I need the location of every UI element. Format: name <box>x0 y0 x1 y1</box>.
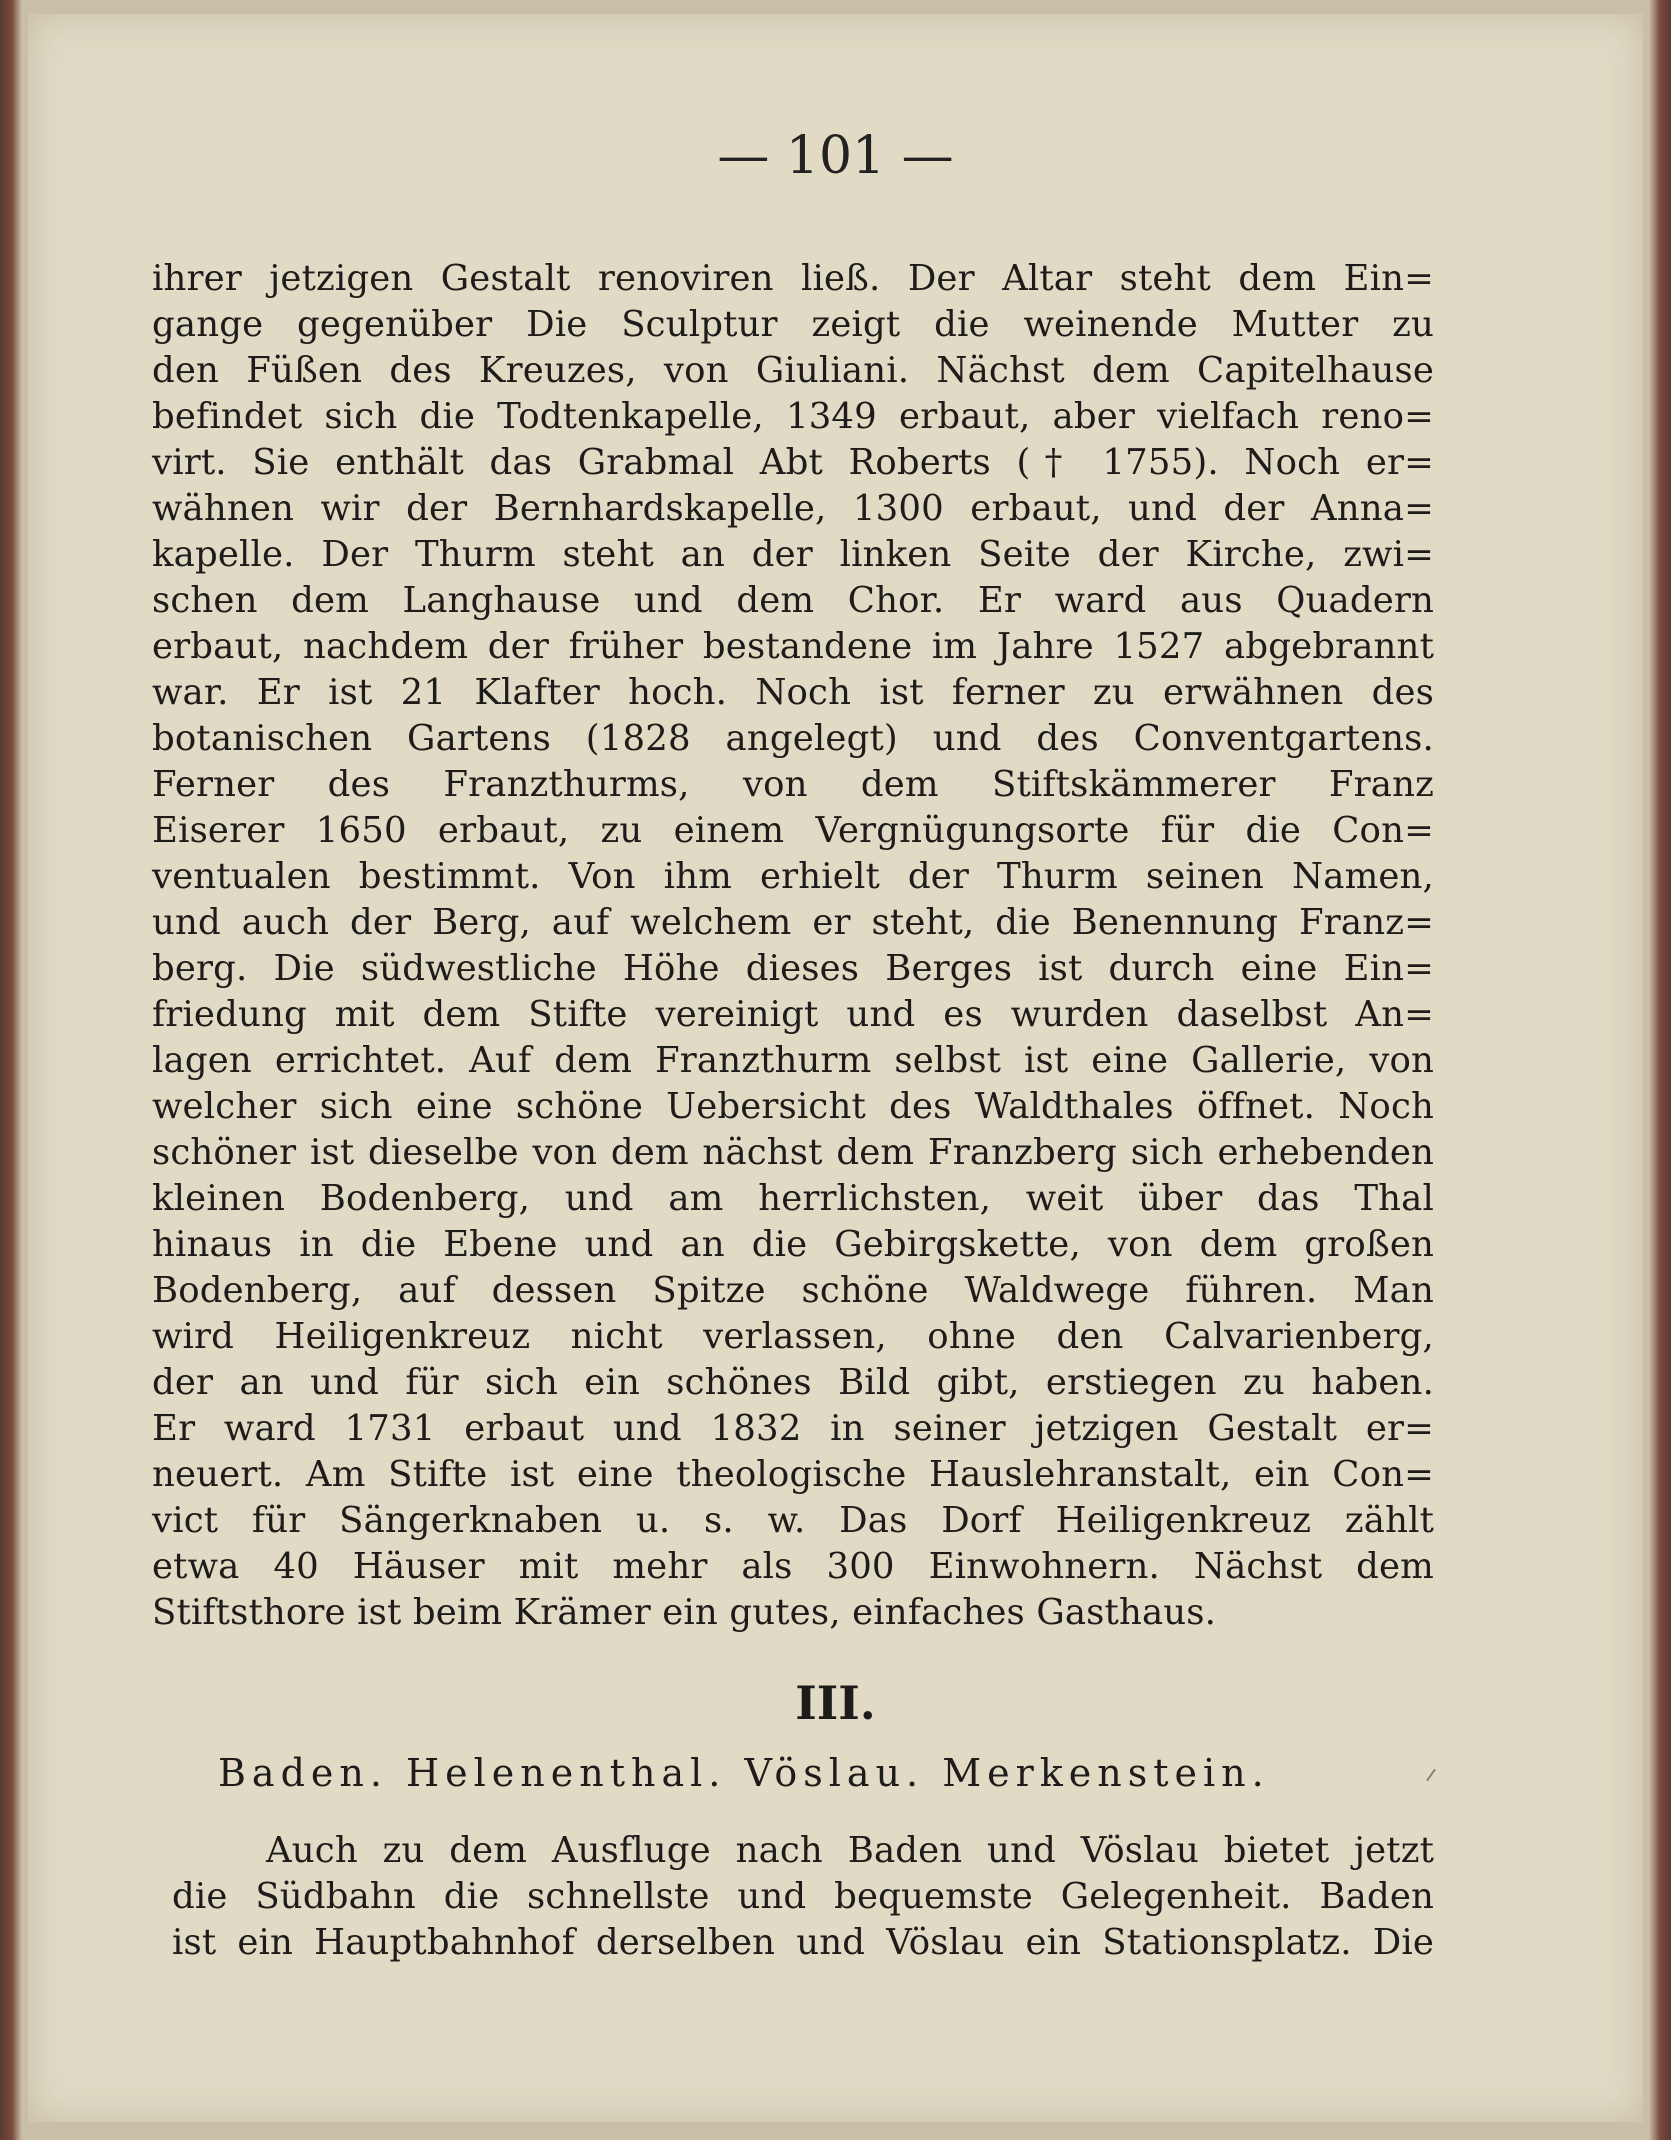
text-line: welcher sich eine schöne Uebersicht des Waldthales öffnet. Noch <box>152 1086 1434 1127</box>
text-line: etwa 40 Häuser mit mehr als 300 Einwohnern. Nächst dem <box>152 1546 1434 1587</box>
text-line: schöner ist dieselbe von dem nächst dem Franzberg sich erhebenden <box>152 1132 1434 1173</box>
page <box>28 14 1643 2122</box>
section-title: Baden. Helenenthal. Vöslau. Merkenstein. <box>218 1751 1270 1795</box>
text-line: schen dem Langhause und dem Chor. Er ward aus Quadern <box>152 580 1434 621</box>
text-line: und auch der Berg, auf welchem er steht, die Benennung Franz= <box>152 902 1434 943</box>
body-text <box>152 256 1434 1636</box>
text-line: wähnen wir der Bernhardskapelle, 1300 erbaut, und der Anna= <box>152 488 1434 529</box>
text-line: ist ein Hauptbahnhof derselben und Vöslau ein Stationsplatz. Die <box>172 1922 1434 1963</box>
text-line: ihrer jetzigen Gestalt renoviren ließ. Der Altar steht dem Ein= <box>152 258 1434 299</box>
text-line: kapelle. Der Thurm steht an der linken Seite der Kirche, zwi= <box>152 534 1434 575</box>
text-line: hinaus in die Ebene und an die Gebirgskette, von dem großen <box>152 1224 1434 1265</box>
text-line: Bodenberg, auf dessen Spitze schöne Waldwege führen. Man <box>152 1270 1434 1311</box>
text-line: den Füßen des Kreuzes, von Giuliani. Nächst dem Capitelhause <box>152 350 1434 391</box>
text-line: die Südbahn die schnellste und bequemste Gelegenheit. Baden <box>172 1876 1434 1917</box>
text-line: ventualen bestimmt. Von ihm erhielt der Thurm seinen Namen, <box>152 856 1434 897</box>
text-line: befindet sich die Todtenkapelle, 1349 erbaut, aber vielfach reno= <box>152 396 1434 437</box>
text-line: erbaut, nachdem der früher bestandene im Jahre 1527 abgebrannt <box>152 626 1434 667</box>
text-line: kleinen Bodenberg, und am herrlichsten, weit über das Thal <box>152 1178 1434 1219</box>
text-line: wird Heiligenkreuz nicht verlassen, ohne den Calvarienberg, <box>152 1316 1434 1357</box>
text-line: Stiftsthore ist beim Krämer ein gutes, einfaches Gasthaus. <box>152 1592 1217 1633</box>
text-line: vict für Sängerknaben u. s. w. Das Dorf Heiligenkreuz zählt <box>152 1500 1434 1541</box>
text-line: berg. Die südwestliche Höhe dieses Berges ist durch eine Ein= <box>152 948 1434 989</box>
text-line: war. Er ist 21 Klafter hoch. Noch ist ferner zu erwähnen des <box>152 672 1434 713</box>
text-line: Ferner des Franzthurms, von dem Stiftskämmerer Franz <box>152 764 1434 805</box>
page-number: — 101 — <box>717 126 954 186</box>
text-line: neuert. Am Stifte ist eine theologische Hauslehranstalt, ein Con= <box>152 1454 1434 1495</box>
text-line: lagen errichtet. Auf dem Franzthurm selbst ist eine Gallerie, von <box>152 1040 1434 1081</box>
text-line: Auch zu dem Ausfluge nach Baden und Vöslau bietet jetzt <box>266 1830 1434 1871</box>
text-line: virt. Sie enthält das Grabmal Abt Roberts († 1755). Noch er= <box>152 442 1434 483</box>
text-line: friedung mit dem Stifte vereinigt und es wurden daselbst An= <box>152 994 1434 1035</box>
text-line: Eiserer 1650 erbaut, zu einem Vergnügungsorte für die Con= <box>152 810 1434 851</box>
section-number: III. <box>795 1676 876 1730</box>
text-line: botanischen Gartens (1828 angelegt) und des Conventgartens. <box>152 718 1434 759</box>
text-line: gange gegenüber Die Sculptur zeigt die weinende Mutter zu <box>152 304 1434 345</box>
pencil-mark <box>1426 1769 1436 1782</box>
text-line: Er ward 1731 erbaut und 1832 in seiner jetzigen Gestalt er= <box>152 1408 1434 1449</box>
text-line: der an und für sich ein schönes Bild gibt, erstiegen zu haben. <box>152 1362 1434 1403</box>
section-text <box>172 1828 1434 1966</box>
